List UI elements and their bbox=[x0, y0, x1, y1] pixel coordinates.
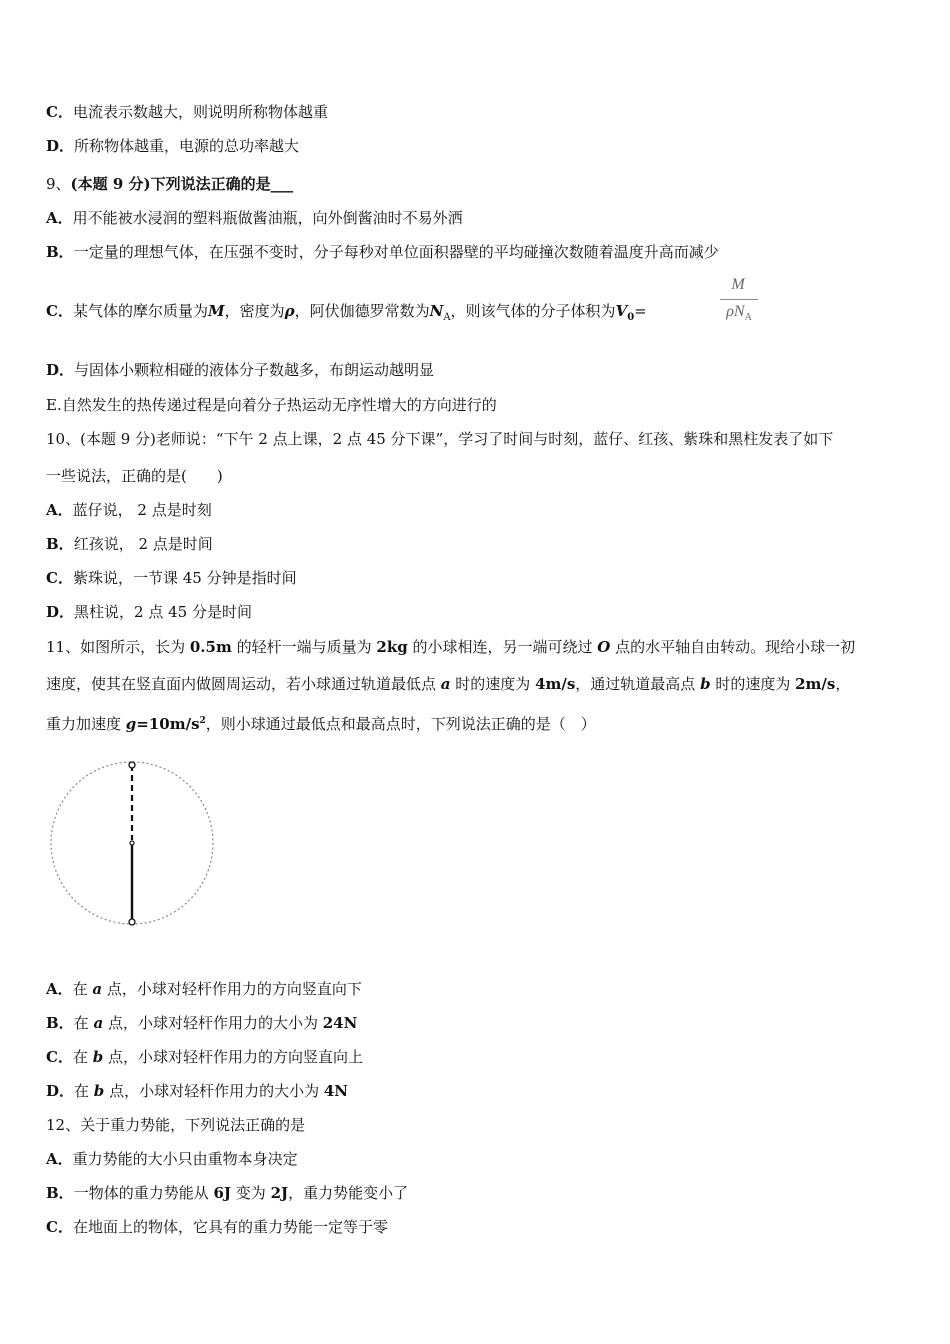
q10-option-b bbox=[46, 534, 213, 554]
option-text: 一物体的重力势能从 bbox=[73, 1184, 214, 1202]
option-text: 点，小球对轻杆作用力的大小为 bbox=[103, 1014, 323, 1032]
q9-option-e bbox=[46, 395, 497, 415]
question-text: ，则小球通过最低点和最高点时，下列说法正确的是（ ） bbox=[205, 715, 596, 733]
option-text: 点，小球对轻杆作用力的大小为 bbox=[104, 1082, 324, 1100]
question-11-stem-line-2 bbox=[46, 674, 850, 694]
option-text: 某气体的摩尔质量为 bbox=[72, 302, 208, 320]
option-letter: A． bbox=[46, 1150, 73, 1168]
gravity-exponent: 2 bbox=[199, 716, 206, 726]
option-text: ，阿伏伽德罗常数为 bbox=[294, 302, 430, 320]
question-text: 的轻杆一端与质量为 bbox=[231, 638, 377, 656]
option-text: 在 bbox=[72, 1048, 93, 1066]
option-text: E.自然发生的热传递过程是向着分子热运动无序性增大的方向进行的 bbox=[46, 396, 497, 414]
option-text: 在 bbox=[73, 1014, 94, 1032]
question-11-stem-line-3 bbox=[46, 711, 596, 734]
option-letter: B． bbox=[46, 243, 74, 261]
option-text: 在地面上的物体，它具有的重力势能一定等于零 bbox=[72, 1218, 388, 1236]
q11-option-d bbox=[46, 1081, 348, 1101]
question-text: 的小球相连，另一端可绕过 bbox=[407, 638, 598, 656]
gravity-value: =10m/s bbox=[136, 715, 200, 733]
question-number: 9、 bbox=[46, 175, 71, 193]
option-text: 红孩说， 2 点是时间 bbox=[73, 535, 213, 553]
option-text: 变为 bbox=[231, 1184, 271, 1202]
question-number: 10、 bbox=[46, 430, 81, 448]
q11-option-b bbox=[46, 1013, 357, 1033]
mass-value: 2kg bbox=[376, 638, 408, 656]
question-text: 关于重力势能，下列说法正确的是 bbox=[80, 1116, 306, 1134]
var-rho: ρ bbox=[284, 302, 295, 320]
question-10-stem-cont bbox=[46, 466, 223, 486]
q11-option-a bbox=[46, 979, 362, 999]
point-label: a bbox=[93, 1014, 104, 1032]
q12-option-b bbox=[46, 1183, 408, 1203]
var-v0-sub: 0 bbox=[627, 312, 635, 323]
option-letter: C． bbox=[46, 103, 73, 121]
q10-option-d bbox=[46, 602, 252, 622]
denominator-text: ρN bbox=[726, 303, 745, 320]
point-b: b bbox=[700, 675, 711, 693]
pivot-point bbox=[130, 841, 134, 845]
var-na-sub: A bbox=[443, 312, 451, 323]
q8-option-c bbox=[46, 102, 328, 122]
question-11-stem-line-1 bbox=[46, 637, 855, 657]
ball-top bbox=[129, 762, 135, 768]
point-label: b bbox=[92, 1048, 104, 1066]
q9-option-d bbox=[46, 360, 434, 380]
var-g: g bbox=[125, 715, 137, 733]
option-text: 点，小球对轻杆作用力的方向竖直向上 bbox=[103, 1048, 364, 1066]
option-letter: A． bbox=[46, 209, 73, 227]
option-text: 在 bbox=[74, 1082, 94, 1100]
option-text: 一定量的理想气体，在压强不变时，分子每秒对单位面积器壁的平均碰撞次数随着温度升高而减少 bbox=[73, 243, 719, 261]
option-text: ，则该气体的分子体积为 bbox=[450, 302, 616, 320]
question-10-stem bbox=[46, 429, 833, 449]
speed-value-b: 2m/s bbox=[795, 675, 836, 693]
q12-option-c bbox=[46, 1217, 388, 1237]
option-text: 点，小球对轻杆作用力的方向竖直向下 bbox=[102, 980, 362, 998]
question-text: (本题 9 分)下列说法正确的是___ bbox=[70, 175, 294, 193]
fraction-numerator: M bbox=[731, 276, 745, 293]
option-letter: A． bbox=[46, 501, 73, 519]
molar-volume-fraction bbox=[718, 272, 762, 328]
question-text: ，通过轨道最高点 bbox=[575, 675, 701, 693]
q10-option-c bbox=[46, 568, 297, 588]
option-letter: B． bbox=[46, 1014, 74, 1032]
option-text: 用不能被水浸润的塑料瓶做酱油瓶，向外倒酱油时不易外洒 bbox=[72, 209, 463, 227]
var-na: N bbox=[429, 302, 444, 320]
option-letter: D． bbox=[46, 603, 75, 621]
energy-value-2: 2J bbox=[270, 1184, 289, 1202]
question-text: 点的水平轴自由转动。现给小球一初 bbox=[610, 638, 856, 656]
option-text: 紫珠说，一节课 45 分钟是指时间 bbox=[72, 569, 297, 587]
question-text: 时的速度为 bbox=[710, 675, 796, 693]
option-text: 电流表示数越大，则说明所称物体越重 bbox=[72, 103, 328, 121]
question-number: 11、 bbox=[46, 638, 81, 656]
option-text: 在 bbox=[72, 980, 93, 998]
question-text: 时的速度为 bbox=[450, 675, 536, 693]
question-text: 重力加速度 bbox=[46, 715, 126, 733]
option-text: 重力势能的大小只由重物本身决定 bbox=[72, 1150, 298, 1168]
q12-option-a bbox=[46, 1149, 298, 1169]
question-12-stem bbox=[46, 1115, 305, 1135]
option-letter: D． bbox=[46, 361, 75, 379]
fraction-bar bbox=[720, 299, 758, 300]
energy-value-1: 6J bbox=[213, 1184, 232, 1202]
option-text: 所称物体越重，电源的总功率越大 bbox=[74, 137, 300, 155]
force-value: 24N bbox=[322, 1014, 358, 1032]
point-o: O bbox=[597, 638, 611, 656]
q9-option-c bbox=[46, 301, 647, 328]
var-v0: V bbox=[615, 302, 628, 320]
question-text: 一些说法，正确的是( ) bbox=[46, 467, 223, 485]
option-letter: B． bbox=[46, 1184, 74, 1202]
option-letter: B． bbox=[46, 535, 74, 553]
option-text: ，密度为 bbox=[224, 302, 285, 320]
q8-option-d bbox=[46, 136, 299, 156]
q9-option-b bbox=[46, 242, 719, 262]
var-m: M bbox=[207, 302, 225, 320]
q10-option-a bbox=[46, 500, 212, 520]
point-label: b bbox=[93, 1082, 105, 1100]
question-9-stem bbox=[46, 174, 293, 194]
option-text: ，重力势能变小了 bbox=[288, 1184, 409, 1202]
option-letter: C． bbox=[46, 569, 73, 587]
q11-option-c bbox=[46, 1047, 363, 1067]
question-text: (本题 9 分)老师说：“下午 2 点上课，2 点 45 分下课”，学习了时间与时刻，蓝仔、红孩、紫珠和黑柱发表了如下 bbox=[80, 430, 834, 448]
option-letter: D． bbox=[46, 137, 75, 155]
point-label: a bbox=[92, 980, 103, 998]
option-letter: C． bbox=[46, 302, 73, 320]
circular-motion-figure bbox=[40, 745, 230, 945]
question-text: 如图所示，长为 bbox=[80, 638, 190, 656]
option-letter: C． bbox=[46, 1048, 73, 1066]
point-a: a bbox=[440, 675, 451, 693]
ball-bottom bbox=[129, 919, 135, 925]
option-letter: C． bbox=[46, 1218, 73, 1236]
fraction-denominator bbox=[718, 303, 760, 323]
force-value: 4N bbox=[323, 1082, 348, 1100]
q9-option-a bbox=[46, 208, 463, 228]
option-letter: A． bbox=[46, 980, 73, 998]
question-text: ， bbox=[835, 675, 851, 693]
option-text: 与固体小颗粒相碰的液体分子数越多，布朗运动越明显 bbox=[74, 361, 435, 379]
option-text: 黑柱说，2 点 45 分是时间 bbox=[74, 603, 252, 621]
length-value: 0.5m bbox=[189, 638, 232, 656]
option-text: 蓝仔说， 2 点是时刻 bbox=[72, 501, 212, 519]
equals-sign: = bbox=[634, 302, 647, 320]
speed-value-a: 4m/s bbox=[535, 675, 576, 693]
denominator-sub: A bbox=[744, 312, 752, 324]
option-letter: D． bbox=[46, 1082, 75, 1100]
question-text: 速度，使其在竖直面内做圆周运动，若小球通过轨道最低点 bbox=[46, 675, 441, 693]
question-number: 12、 bbox=[46, 1116, 81, 1134]
